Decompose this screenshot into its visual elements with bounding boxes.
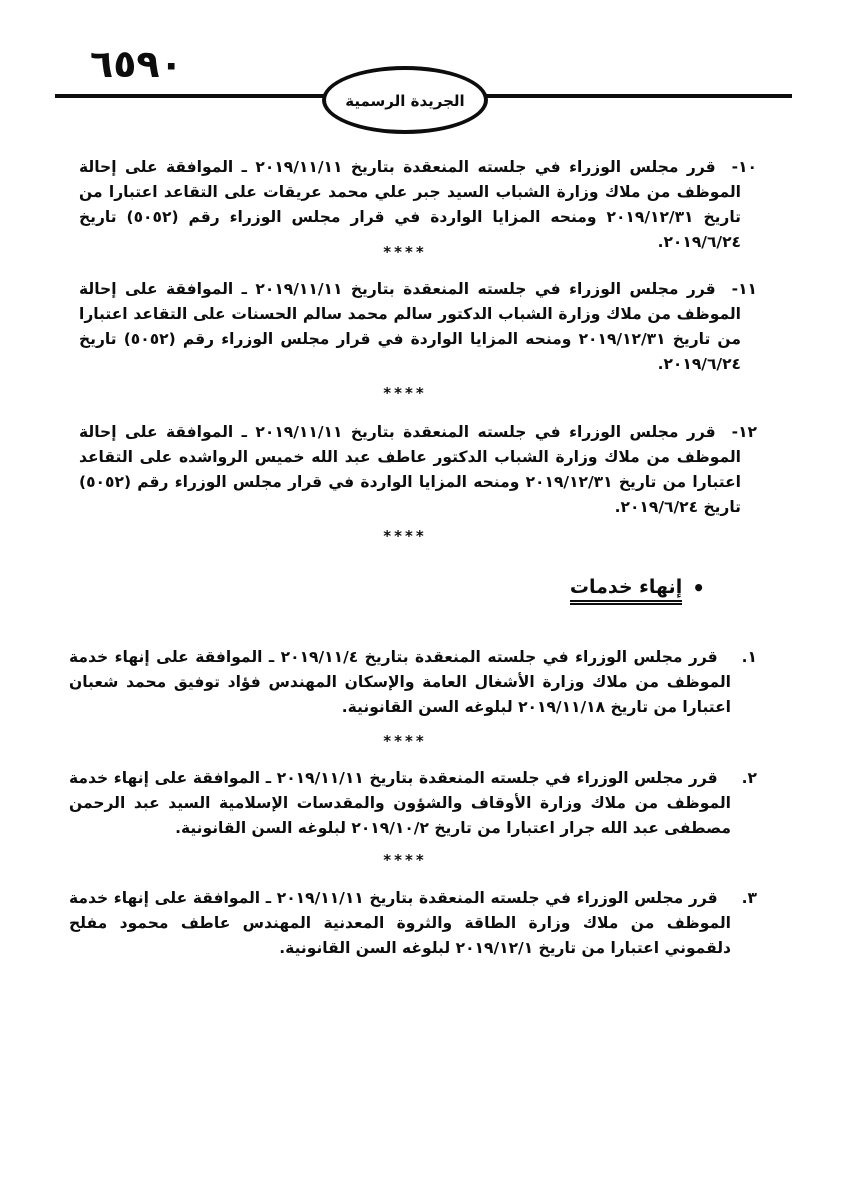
gazette-title-badge [322, 66, 488, 134]
decision-text: قرر مجلس الوزراء في جلسته المنعقدة بتاريخ ٢٠١٩/١١/١١ ـ الموافقة على إحالة الموظف من ملاك وزارة الشباب الدكتور عاطف عبد الله خميس الرواشده على التقاعد اعتبارا من تاريخ ٢٠١٩/١٢/٣١ ومنحه المزايا الواردة في قرار مجلس الوزراء رقم (٥٠٥٢) تاريخ ٢٠١٩/٦/٢٤. [79, 422, 741, 516]
decision-item-3 [69, 886, 757, 961]
bullet-icon: • [692, 576, 705, 600]
asterisk-separator: **** [383, 384, 427, 402]
asterisk-separator: **** [383, 851, 427, 869]
item-number: ٢. [741, 768, 758, 787]
decision-item-12 [79, 420, 757, 520]
decision-text: قرر مجلس الوزراء في جلسته المنعقدة بتاريخ ٢٠١٩/١١/١١ ـ الموافقة على إحالة الموظف من ملاك وزارة الشباب السيد جبر علي محمد عريقات على التقاعد اعتبارا من تاريخ ٢٠١٩/١٢/٣١ ومنحه المزايا الواردة في قرار مجلس الوزراء رقم (٥٠٥٢) تاريخ ٢٠١٩/٦/٢٤. [79, 157, 741, 251]
decision-text: قرر مجلس الوزراء في جلسته المنعقدة بتاريخ ٢٠١٩/١١/١١ ـ الموافقة على إنهاء خدمة الموظف من ملاك وزارة الطاقة والثروة المعدنية المهندس عاطف محمود مفلح دلقموني اعتبارا من تاريخ ٢٠١٩/١٢/١ لبلوغه السن القانونية. [69, 888, 731, 957]
item-number: ١١- [731, 279, 758, 298]
item-number: ٣. [741, 888, 758, 907]
decision-text: قرر مجلس الوزراء في جلسته المنعقدة بتاريخ ٢٠١٩/١١/٤ ـ الموافقة على إنهاء خدمة الموظف من ملاك وزارة الأشغال العامة والإسكان المهندس فؤاد توفيق محمد شعبان اعتبارا من تاريخ ٢٠١٩/١١/١٨ لبلوغه السن القانونية. [69, 647, 731, 716]
item-number: ١. [741, 647, 757, 666]
decision-text: قرر مجلس الوزراء في جلسته المنعقدة بتاريخ ٢٠١٩/١١/١١ ـ الموافقة على إحالة الموظف من ملاك وزارة الشباب الدكتور سالم محمد سالم الحسنات على التقاعد اعتبارا من تاريخ ٢٠١٩/١٢/٣١ ومنحه المزايا الواردة في قرار مجلس الوزراء رقم (٥٠٥٢) تاريخ ٢٠١٩/٦/٢٤. [79, 279, 741, 373]
asterisk-separator: **** [383, 732, 427, 750]
section-title: إنهاء خدمات [570, 576, 682, 605]
page-number: ٦٥٩٠ [90, 42, 183, 86]
asterisk-separator: **** [383, 527, 427, 545]
asterisk-separator: **** [383, 243, 427, 261]
decision-text: قرر مجلس الوزراء في جلسته المنعقدة بتاريخ ٢٠١٩/١١/١١ ـ الموافقة على إنهاء خدمة الموظف من ملاك وزارة الأوقاف والشؤون والمقدسات الإسلامية السيد عبد الرحمن مصطفى عبد الله جرار اعتبارا من تاريخ ٢٠١٩/١٠/٢ لبلوغه السن القانونية. [69, 768, 731, 837]
gazette-title: الجريدة الرسمية [345, 92, 465, 110]
decision-item-2 [69, 766, 757, 841]
decision-item-11 [79, 277, 757, 377]
item-number: ١٢- [731, 422, 758, 441]
section-heading [570, 576, 705, 605]
decision-item-1 [69, 645, 757, 720]
item-number: ١٠- [731, 157, 758, 176]
